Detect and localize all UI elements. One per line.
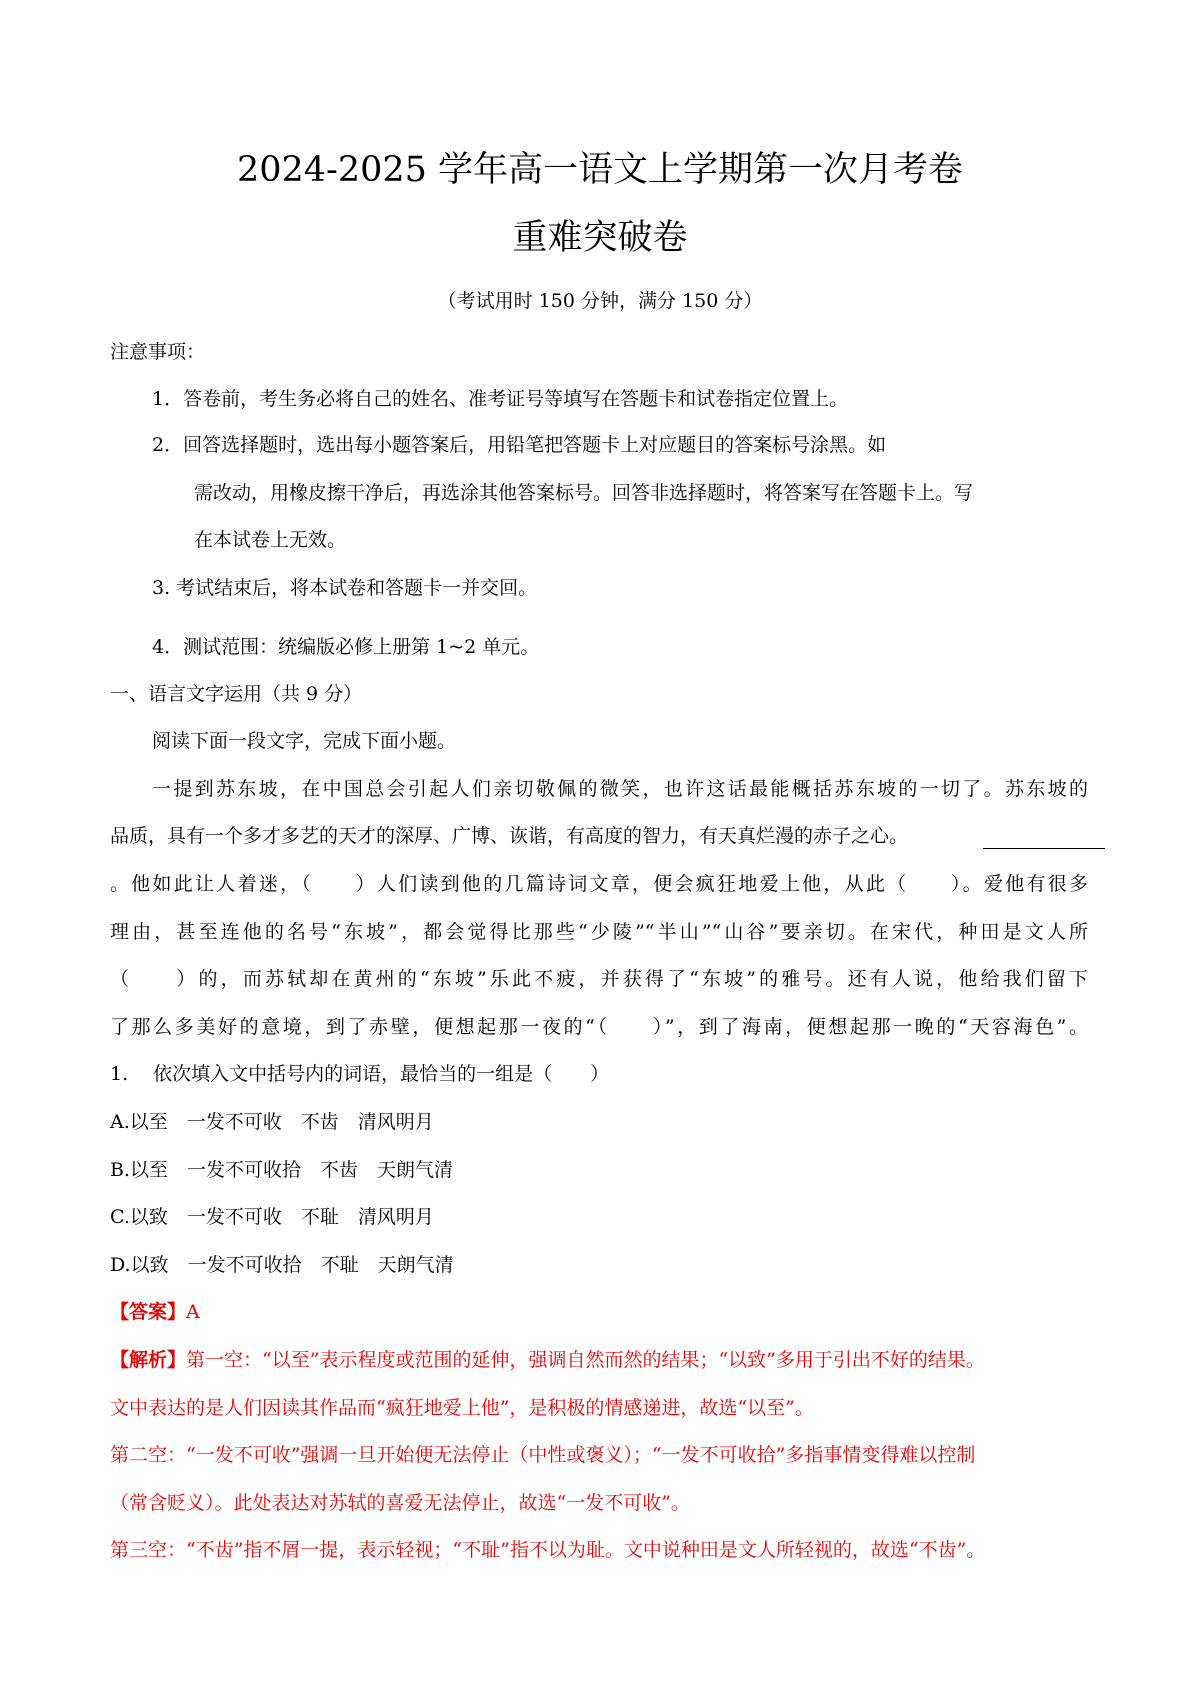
notice-item-2-line-3: 在本试卷上无效。 — [194, 529, 347, 551]
notice-heading: 注意事项： — [110, 341, 206, 363]
passage-line-1: 一提到苏东坡，在中国总会引起人们亲切敬佩的微笑，也许这话最能概括苏东坡的一切了。苏东坡的 — [152, 778, 1088, 800]
analysis-line-1 — [110, 1347, 985, 1373]
notice-item-2-line-2: 需改动，用橡皮擦干净后，再选涂其他答案标号。回答非选择题时，将答案写在答题卡上。写 — [194, 482, 974, 504]
exam-title: 2024-2025 学年高一语文上学期第一次月考卷 — [236, 150, 964, 190]
notice-item-1: 1．答卷前，考生务必将自己的姓名、准考证号等填写在答题卡和试卷指定位置上。 — [152, 388, 849, 410]
exam-info: （考试用时 150 分钟，满分 150 分） — [437, 290, 763, 312]
option-d: D.以致 一发不可收拾 不耻 天朗气清 — [110, 1254, 454, 1276]
notice-item-4: 4．测试范围：统编版必修上册第 1~2 单元。 — [152, 636, 540, 658]
analysis-line-2: 文中表达的是人们因读其作品而“疯狂地爱上他”，是积极的情感递进，故选“以至”。 — [110, 1397, 814, 1419]
question-1-stem: 1. 依次填入文中括号内的词语，最恰当的一组是（ ） — [110, 1063, 610, 1085]
analysis-line-3: 第二空：“一发不可收”强调一旦开始便无法停止（中性或褒义）；“一发不可收拾”多指事情变得难以控制 — [110, 1444, 976, 1466]
option-a: A.以至 一发不可收 不齿 清风明月 — [110, 1111, 434, 1133]
answer-value: A — [186, 1301, 200, 1323]
exam-subtitle: 重难突破卷 — [512, 218, 688, 258]
option-c: C.以致 一发不可收 不耻 清风明月 — [110, 1206, 434, 1228]
passage-line-2: 品质，具有一个多才多艺的天才的深厚、广博、诙谐，有高度的智力，有天真烂漫的赤子之心。 — [110, 825, 909, 847]
passage-line-3: 。他如此让人着迷，（ ）人们读到他的几篇诗词文章，便会疯狂地爱上他，从此（ ）。爱他有很多 — [110, 873, 1088, 895]
reading-instruction: 阅读下面一段文字，完成下面小题。 — [152, 730, 457, 752]
option-b: B.以至 一发不可收拾 不齿 天朗气清 — [110, 1159, 454, 1181]
passage-line-4: 理由，甚至连他的名号“东坡”，都会觉得比那些“少陵”“半山”“山谷”要亲切。在宋代，种田是文人所 — [110, 921, 1088, 943]
fill-blank-line — [983, 848, 1105, 849]
section-heading: 一、语言文字运用（共 9 分） — [110, 683, 363, 705]
notice-item-3: 3. 考试结束后，将本试卷和答题卡一并交回。 — [152, 577, 538, 599]
analysis-text-1: 第一空：“以至”表示程度或范围的延伸，强调自然而然的结果；“以致”多用于引出不好的结果。 — [186, 1349, 985, 1371]
passage-line-5: （ ）的，而苏轼却在黄州的“东坡”乐此不疲，并获得了“东坡”的雅号。还有人说，他给我们留下 — [110, 968, 1088, 990]
analysis-label: 【解析】 — [110, 1349, 187, 1371]
analysis-line-4: （常含贬义）。此处表达对苏轼的喜爱无法停止，故选“一发不可收”。 — [110, 1492, 690, 1514]
answer-line — [110, 1299, 200, 1325]
passage-line-6: 了那么多美好的意境，到了赤壁，便想起那一夜的“（ ）”，到了海南，便想起那一晚的“天容海色”。 — [110, 1016, 1088, 1038]
answer-label: 【答案】 — [110, 1301, 187, 1323]
notice-item-2-line-1: 2．回答选择题时，选出每小题答案后，用铅笔把答题卡上对应题目的答案标号涂黑。如 — [152, 434, 887, 456]
analysis-line-5: 第三空：“不齿”指不屑一提，表示轻视；“不耻”指不以为耻。文中说种田是文人所轻视的，故选“不齿”。 — [110, 1539, 986, 1561]
